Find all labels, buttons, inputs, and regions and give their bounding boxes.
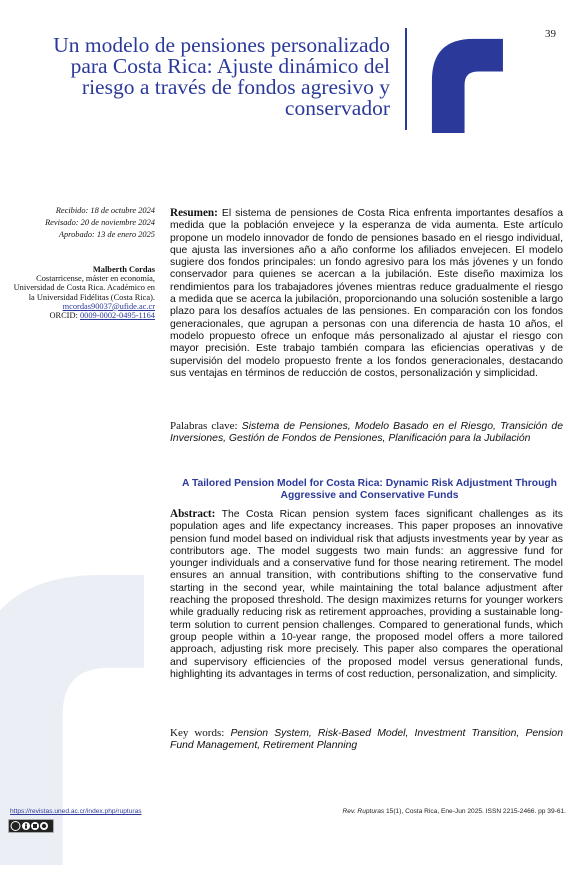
revised-date: Revisado: 20 de noviembre 2024 xyxy=(45,218,155,228)
keywords-label: Key words: xyxy=(170,727,225,739)
creative-commons-by-nc-sa-icon[interactable] xyxy=(8,819,54,833)
received-date: Recibido: 18 de octubre 2024 xyxy=(55,206,155,215)
resumen-text: El sistema de pensiones de Costa Rica enfrenta importantes desafíos a medida que la población envejece y la esperanza de vida aumenta. Este artículo propone un modelo innovador de fondo de pensiones basado en el riesgo individual, que ajusta las inversiones año a año conforme los afiliados envejecen. El modelo sugiere dos fondos principales: un fondo agresivo para los más jóvenes y un fondo conservador para quienes se acercan a la jubilación. Este diseño maximiza los rendimientos para los trabajadores jóvenes mientras reduce gradualmente el riesgo a medida que se acerca la jubilación, proporcionando una solución sostenible a largo plazo para los desafíos actuales de las pensiones. En comparación con los fondos generacionales, que agrupan a personas con una diferencia de hasta 10 años, el modelo propuesto ofrece un enfoque más personalizado al ajustar el riesgo con mayor precisión. Este trabajo también compara las eficiencias operativas y de supervisión del modelo propuesto frente a los fondos generacionales, destacando sus ventajas en términos de reducción de costos, personalización y simplicidad. xyxy=(170,208,564,379)
journal-name: Rev. Rupturas xyxy=(342,808,385,815)
author-email-link[interactable]: mcordas90037@ufide.ac.cr xyxy=(62,301,155,311)
abstract-label: Abstract: xyxy=(170,508,216,520)
author-name: Malberth Cordas xyxy=(92,265,155,274)
keywords-paragraph xyxy=(170,727,563,753)
author-info xyxy=(10,265,155,320)
palabras-clave-label: Palabras clave: xyxy=(170,420,238,432)
article-dates xyxy=(10,206,155,243)
journal-url-link[interactable]: https://revistas.uned.ac.cr/index.php/rupturas xyxy=(10,808,142,815)
author-bio: Costarricense, máster en economía, Universidad de Costa Rica. Académico en la Universidad Fidélitas (Costa Rica). xyxy=(13,274,155,302)
abstract-paragraph xyxy=(170,508,563,681)
english-title: A Tailored Pension Model for Costa Rica: Dynamic Risk Adjustment Through Aggressive and Conservative Funds xyxy=(182,478,557,501)
page-number: 39 xyxy=(545,28,556,40)
article-title: Un modelo de pensiones personalizado para Costa Rica: Ajuste dinámico del riesgo a través de fondos agresivo y conservador xyxy=(53,33,390,120)
journal-r-logo-icon xyxy=(430,37,526,133)
orcid-label: ORCID: xyxy=(49,311,78,321)
resumen-label: Resumen: xyxy=(170,207,218,219)
orcid-link[interactable]: 0009-0002-0495-1164 xyxy=(79,311,155,321)
resumen-paragraph xyxy=(170,207,563,380)
keywords-text: Pension System, Risk-Based Model, Investment Transition, Pension Fund Management, Retirement Planning xyxy=(170,728,563,752)
palabras-clave-paragraph xyxy=(170,420,563,446)
citation-details: 15(1), Costa Rica, Ene-Jun 2025. ISSN 2215-2466. pp 39-61. xyxy=(384,808,566,815)
abstract-text: The Costa Rican pension system faces significant challenges as its population ages and life expectancy increases. This paper proposes an innovative pension fund model based on individual risk that adjusts investments year by year as contributors age. The model suggests two main funds: an aggressive fund for younger individuals and a conservative fund for those nearing retirement. The model ensures an annual transition, with contributions shifting to the conservative fund starting in the second year, while maintaining the total balance adjustment after reaching the proposed threshold. The design maximizes returns for younger workers while gradually reducing risk as retirement approaches, providing a sustainable long-term solution to current pension challenges. Compared to generational funds, which group people within a 10-year range, the proposed model offers a more tailored approach, adjusting risk more precisely. This paper also compares the operational and supervisory efficiencies of the proposed model versus generational funds, highlighting its advantages in terms of cost reduction, personalization, and simplicity. xyxy=(170,509,563,680)
footer-citation xyxy=(300,808,566,815)
approved-date: Aprobado: 13 de enero 2025 xyxy=(58,230,155,240)
palabras-clave-text: Sistema de Pensiones, Modelo Basado en el Riesgo, Transición de Inversiones, Gestión de Fondos de Pensiones, Planificación para la Jubilación xyxy=(170,421,563,445)
title-divider xyxy=(405,28,407,130)
